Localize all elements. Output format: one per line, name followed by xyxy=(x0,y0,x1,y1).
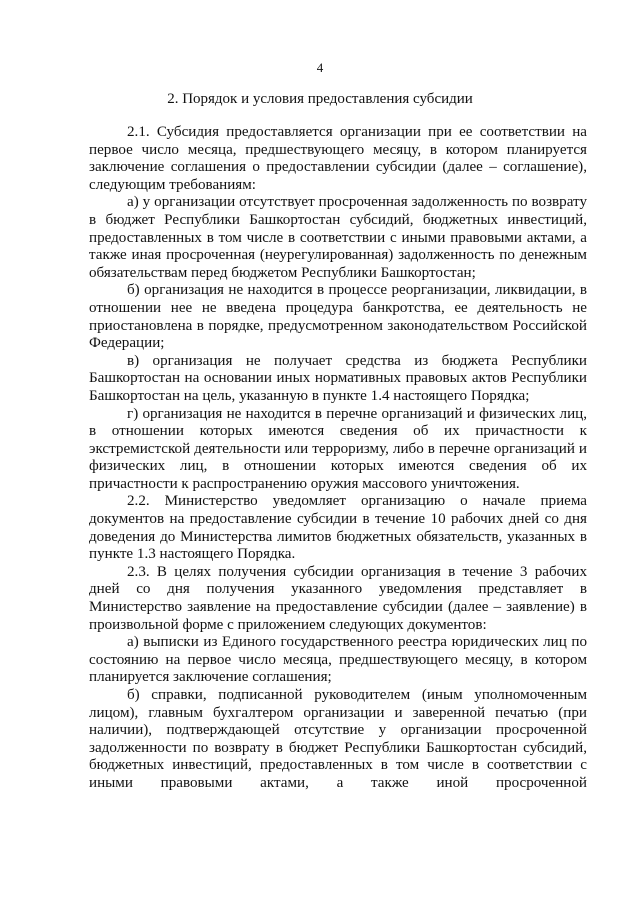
paragraph-2-1-a: а) у организации отсутствует просроченная задолженность по возврату в бюджет Республики Башкортостан субсидий, бюджетных инвестиций, предоставленных в том числе в соответствии с иными правовыми актами, а также иная просроченная (неурегулированная) задолженность по денежным обязательствам перед бюджетом Республики Башкортостан; xyxy=(89,194,587,281)
paragraph-2-3-b: б) справки, подписанной руководителем (иным уполномоченным лицом), главным бухгалтером организации и заверенной печатью (при наличии), подтверждающей отсутствие у организации просроченной задолженности по возврату в бюджет Республики Башкортостан субсидий, бюджетных инвестиций, предоставленных в том числе в соответствии с иными правовыми актами, а также иной просроченной xyxy=(89,687,587,791)
section-heading: 2. Порядок и условия предоставления субсидии xyxy=(167,91,473,107)
paragraph-2-1-b: б) организация не находится в процессе реорганизации, ликвидации, в отношении нее не введена процедура банкротства, ее деятельность не приостановлена в порядке, предусмотренном законодательством Российской Федерации; xyxy=(89,282,587,352)
page-number: 4 xyxy=(316,60,324,75)
body-text xyxy=(89,124,587,793)
paragraph-2-1: 2.1. Субсидия предоставляется организации при ее соответствии на первое число месяца, предшествующего месяцу, в котором планируется заключение соглашения о предоставлении субсидии (далее – соглашение), следующим требованиям: xyxy=(89,124,587,193)
paragraph-2-2: 2.2. Министерство уведомляет организацию о начале приема документов на предоставление субсидии в течение 10 рабочих дней со дня доведения до Министерства лимитов бюджетных обязательств, указанных в пункте 1.3 настоящего Порядка. xyxy=(89,493,587,563)
paragraph-2-3-a: а) выписки из Единого государственного реестра юридических лиц по состоянию на первое число месяца, предшествующего месяцу, в котором планируется заключение соглашения; xyxy=(89,634,587,686)
paragraph-2-3: 2.3. В целях получения субсидии организация в течение 3 рабочих дней со дня получения указанного уведомления представляет в Министерство заявление на предоставление субсидии (далее – заявление) в произвольной форме с приложением следующих документов: xyxy=(89,563,587,633)
paragraph-2-1-v: в) организация не получает средства из бюджета Республики Башкортостан на основании иных нормативных правовых актов Республики Башкортостан на цель, указанную в пункте 1.4 настоящего Порядка; xyxy=(89,352,587,404)
paragraph-2-1-g: г) организация не находится в перечне организаций и физических лиц, в отношении которых имеются сведения об их причастности к экстремистской деятельности или терроризму, либо в перечне организаций и физических лиц, в отношении которых имеются сведения об их причастности к распространению оружия массового уничтожения. xyxy=(89,405,587,492)
